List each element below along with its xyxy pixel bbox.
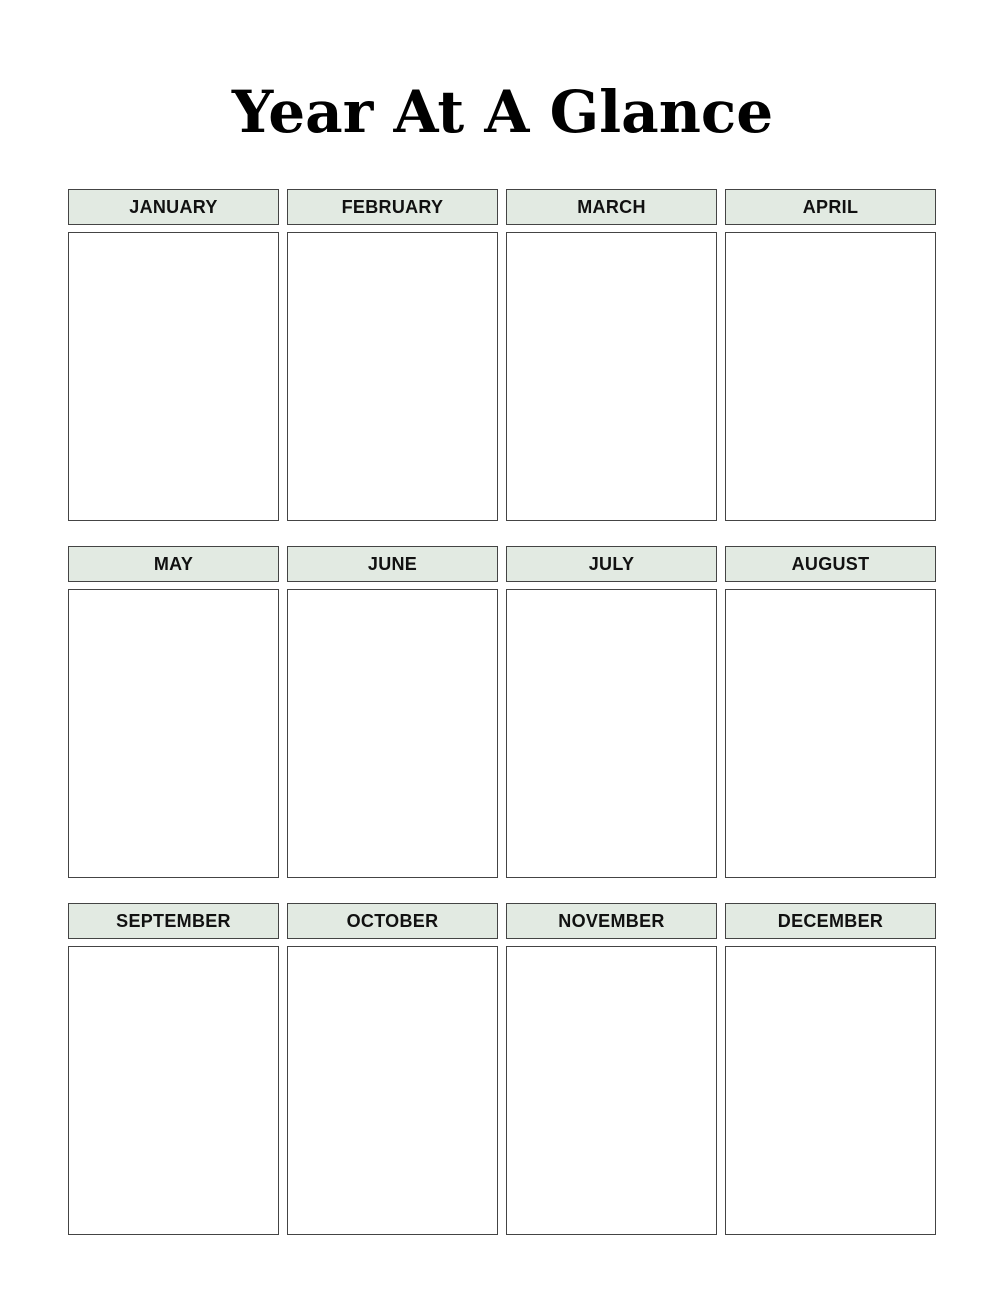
month-june: [287, 546, 498, 878]
month-notes-box[interactable]: [287, 232, 498, 521]
month-header: MAY: [68, 546, 279, 582]
month-october: [287, 903, 498, 1235]
month-header: OCTOBER: [287, 903, 498, 939]
month-notes-box[interactable]: [287, 589, 498, 878]
month-notes-box[interactable]: [68, 232, 279, 521]
month-july: [506, 546, 717, 878]
month-january: [68, 189, 279, 521]
month-header: NOVEMBER: [506, 903, 717, 939]
months-grid: [68, 189, 937, 1235]
month-notes-box[interactable]: [287, 946, 498, 1235]
month-notes-box[interactable]: [725, 946, 936, 1235]
month-notes-box[interactable]: [506, 946, 717, 1235]
month-notes-box[interactable]: [506, 589, 717, 878]
month-april: [725, 189, 936, 521]
month-notes-box[interactable]: [725, 589, 936, 878]
month-may: [68, 546, 279, 878]
month-december: [725, 903, 936, 1235]
month-september: [68, 903, 279, 1235]
month-notes-box[interactable]: [68, 589, 279, 878]
month-header: FEBRUARY: [287, 189, 498, 225]
month-header: JULY: [506, 546, 717, 582]
month-header: JUNE: [287, 546, 498, 582]
month-header: JANUARY: [68, 189, 279, 225]
month-header: MARCH: [506, 189, 717, 225]
month-notes-box[interactable]: [68, 946, 279, 1235]
month-november: [506, 903, 717, 1235]
month-header: AUGUST: [725, 546, 936, 582]
month-header: SEPTEMBER: [68, 903, 279, 939]
month-notes-box[interactable]: [506, 232, 717, 521]
month-header: DECEMBER: [725, 903, 936, 939]
month-notes-box[interactable]: [725, 232, 936, 521]
month-february: [287, 189, 498, 521]
page-title: Year At A Glance: [231, 78, 774, 146]
month-march: [506, 189, 717, 521]
month-august: [725, 546, 936, 878]
month-header: APRIL: [725, 189, 936, 225]
